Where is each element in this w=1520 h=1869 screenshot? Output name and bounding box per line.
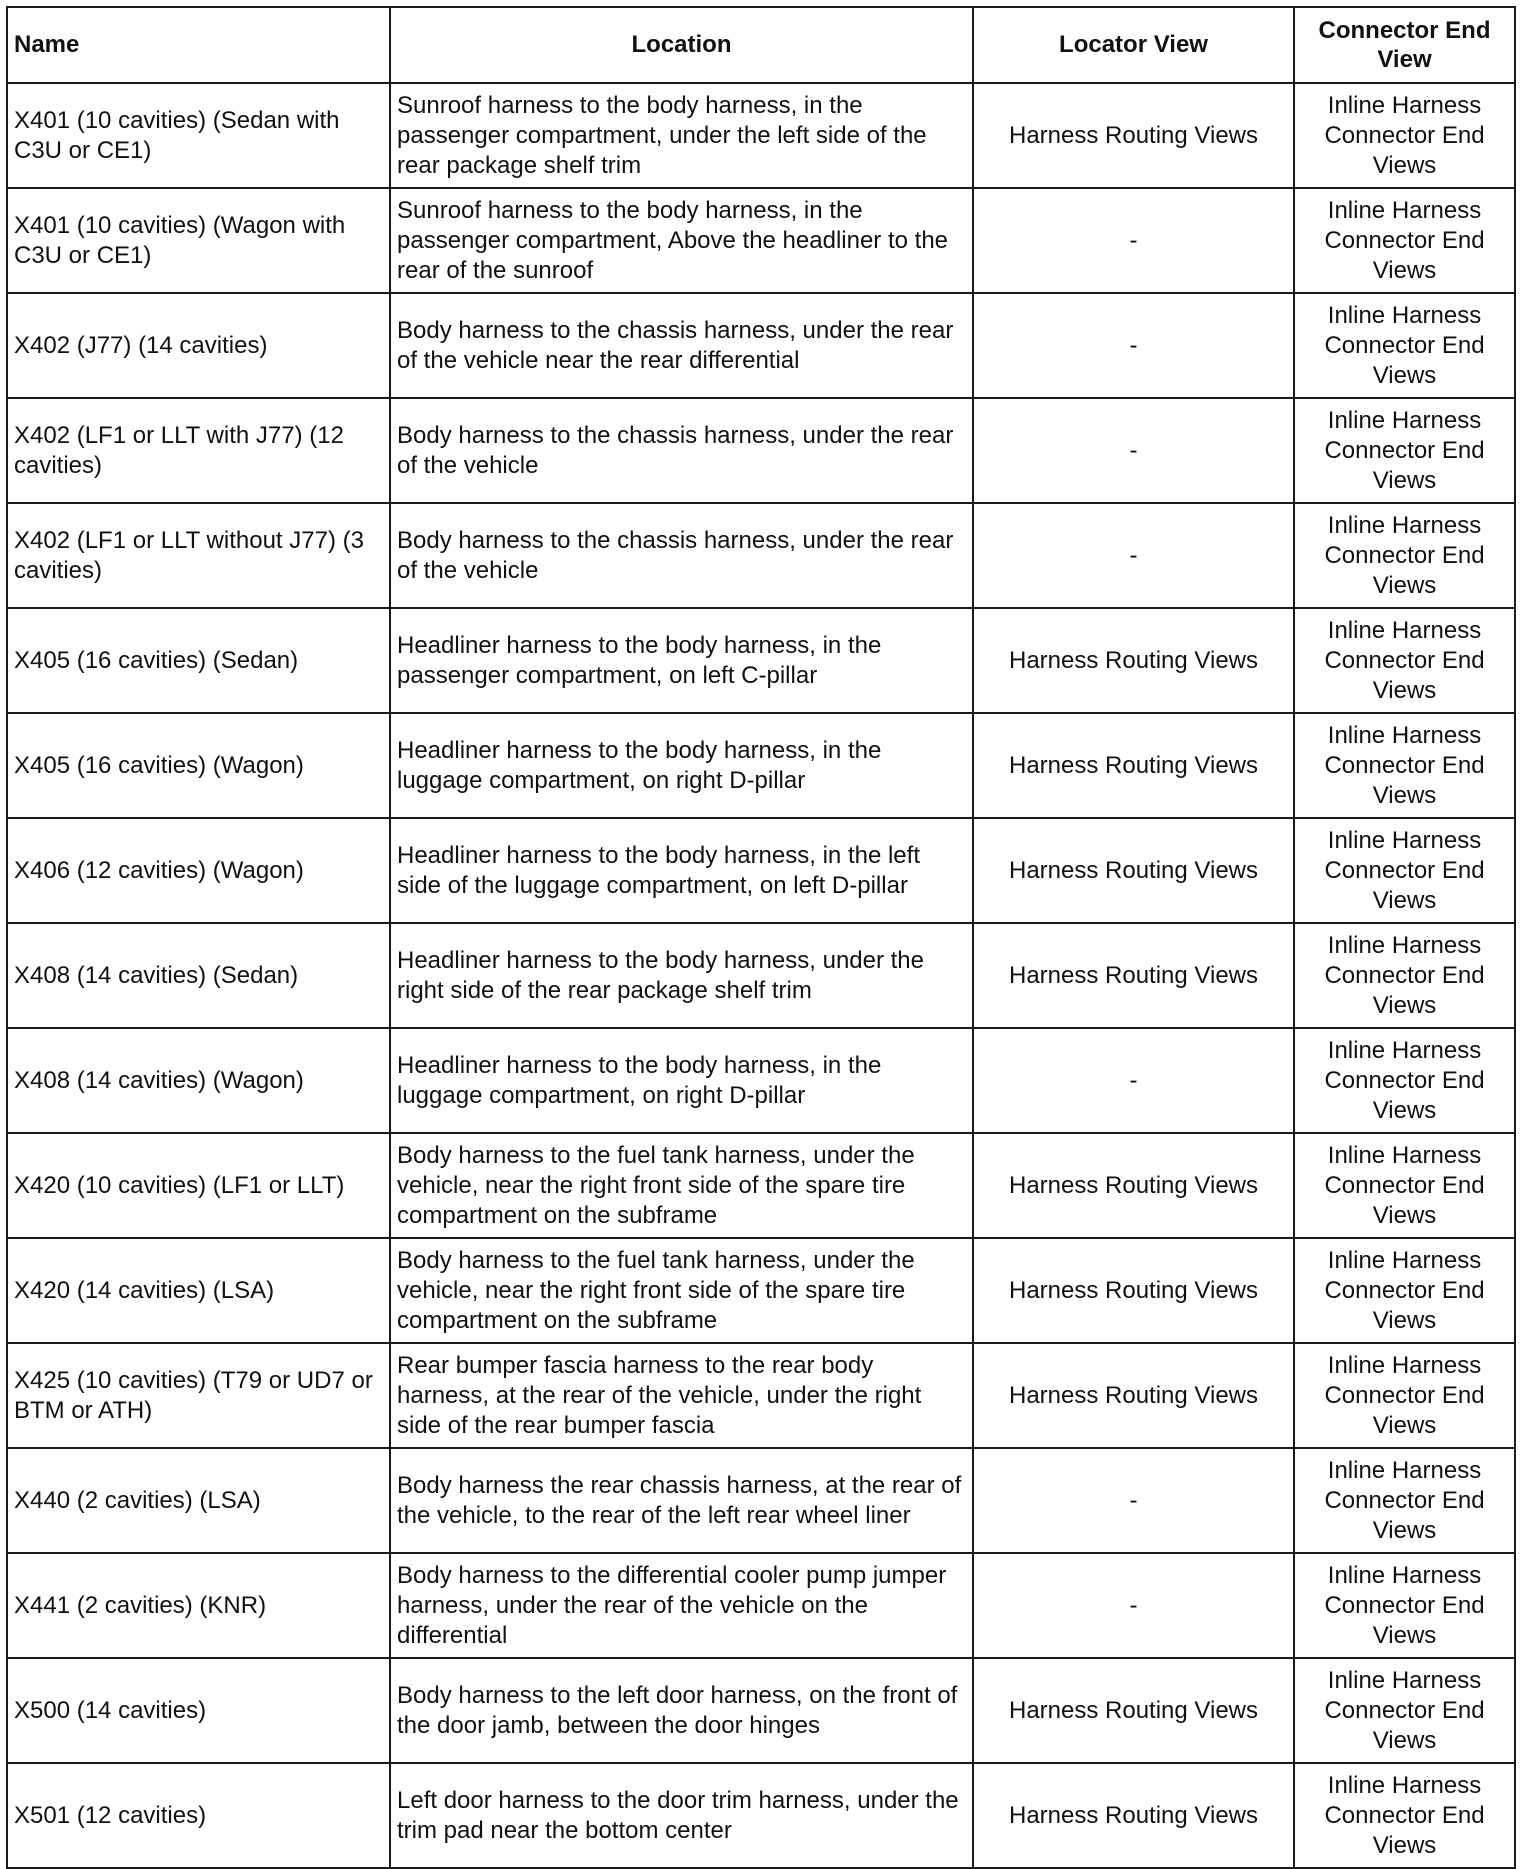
connector-location: Body harness to the fuel tank harness, under the vehicle, near the right front side of the spare tire compartment on the subframe <box>390 1133 973 1238</box>
connector-location: Body harness to the differential cooler pump jumper harness, under the rear of the vehicle on the differential <box>390 1553 973 1658</box>
connector-name: X441 (2 cavities) (KNR) <box>7 1553 390 1658</box>
table-row <box>7 608 1515 713</box>
table-row <box>7 923 1515 1028</box>
table-row <box>7 83 1515 188</box>
locator-view-value: - <box>973 188 1294 293</box>
table-row <box>7 1658 1515 1763</box>
connector-end-view-link[interactable]: Inline Harness Connector End Views <box>1294 818 1515 923</box>
table-row <box>7 818 1515 923</box>
table-row <box>7 398 1515 503</box>
connector-end-view-link[interactable]: Inline Harness Connector End Views <box>1294 1238 1515 1343</box>
connector-end-view-link[interactable]: Inline Harness Connector End Views <box>1294 293 1515 398</box>
locator-view-link[interactable]: Harness Routing Views <box>973 713 1294 818</box>
connector-name: X420 (10 cavities) (LF1 or LLT) <box>7 1133 390 1238</box>
connector-end-view-link[interactable]: Inline Harness Connector End Views <box>1294 1763 1515 1868</box>
connector-name: X402 (LF1 or LLT with J77) (12 cavities) <box>7 398 390 503</box>
connector-end-view-link[interactable]: Inline Harness Connector End Views <box>1294 83 1515 188</box>
connector-location: Headliner harness to the body harness, under the right side of the rear package shelf trim <box>390 923 973 1028</box>
table-row <box>7 503 1515 608</box>
locator-view-link[interactable]: Harness Routing Views <box>973 1763 1294 1868</box>
connector-end-view-link[interactable]: Inline Harness Connector End Views <box>1294 1133 1515 1238</box>
connector-location: Rear bumper fascia harness to the rear body harness, at the rear of the vehicle, under the right side of the rear bumper fascia <box>390 1343 973 1448</box>
locator-view-value: - <box>973 503 1294 608</box>
connector-name: X420 (14 cavities) (LSA) <box>7 1238 390 1343</box>
connector-end-view-link[interactable]: Inline Harness Connector End Views <box>1294 1028 1515 1133</box>
table-row <box>7 1448 1515 1553</box>
table-row <box>7 1553 1515 1658</box>
locator-view-link[interactable]: Harness Routing Views <box>973 83 1294 188</box>
locator-view-value: - <box>973 1028 1294 1133</box>
locator-view-value: - <box>973 293 1294 398</box>
table-row <box>7 188 1515 293</box>
connector-location: Headliner harness to the body harness, in the luggage compartment, on right D-pillar <box>390 713 973 818</box>
connector-end-view-link[interactable]: Inline Harness Connector End Views <box>1294 608 1515 713</box>
header-name: Name <box>7 7 390 83</box>
connector-location: Headliner harness to the body harness, in the left side of the luggage compartment, on left D-pillar <box>390 818 973 923</box>
table-row <box>7 1343 1515 1448</box>
connector-end-view-link[interactable]: Inline Harness Connector End Views <box>1294 713 1515 818</box>
connector-location: Body harness to the chassis harness, under the rear of the vehicle near the rear differential <box>390 293 973 398</box>
locator-view-link[interactable]: Harness Routing Views <box>973 923 1294 1028</box>
locator-view-link[interactable]: Harness Routing Views <box>973 1658 1294 1763</box>
header-location: Location <box>390 7 973 83</box>
table-row <box>7 713 1515 818</box>
locator-view-link[interactable]: Harness Routing Views <box>973 1343 1294 1448</box>
connector-end-view-link[interactable]: Inline Harness Connector End Views <box>1294 1343 1515 1448</box>
table-row <box>7 293 1515 398</box>
connector-location: Headliner harness to the body harness, in the passenger compartment, on left C-pillar <box>390 608 973 713</box>
locator-view-value: - <box>973 1448 1294 1553</box>
connector-name: X440 (2 cavities) (LSA) <box>7 1448 390 1553</box>
connector-location: Sunroof harness to the body harness, in the passenger compartment, Above the headliner to the rear of the sunroof <box>390 188 973 293</box>
connector-location: Body harness to the fuel tank harness, under the vehicle, near the right front side of the spare tire compartment on the subframe <box>390 1238 973 1343</box>
connector-end-view-link[interactable]: Inline Harness Connector End Views <box>1294 503 1515 608</box>
connector-end-view-link[interactable]: Inline Harness Connector End Views <box>1294 1658 1515 1763</box>
table-row <box>7 1133 1515 1238</box>
connector-name: X405 (16 cavities) (Sedan) <box>7 608 390 713</box>
locator-view-value: - <box>973 398 1294 503</box>
connector-location: Body harness the rear chassis harness, at the rear of the vehicle, to the rear of the left rear wheel liner <box>390 1448 973 1553</box>
header-connector-end-view: Connector End View <box>1294 7 1515 83</box>
connector-table <box>6 6 1516 1869</box>
header-row <box>7 7 1515 83</box>
locator-view-link[interactable]: Harness Routing Views <box>973 1238 1294 1343</box>
connector-name: X406 (12 cavities) (Wagon) <box>7 818 390 923</box>
connector-location: Left door harness to the door trim harness, under the trim pad near the bottom center <box>390 1763 973 1868</box>
locator-view-link[interactable]: Harness Routing Views <box>973 608 1294 713</box>
locator-view-link[interactable]: Harness Routing Views <box>973 818 1294 923</box>
connector-table-sheet <box>6 6 1514 1859</box>
connector-name: X500 (14 cavities) <box>7 1658 390 1763</box>
connector-name: X401 (10 cavities) (Wagon with C3U or CE1) <box>7 188 390 293</box>
connector-name: X401 (10 cavities) (Sedan with C3U or CE1) <box>7 83 390 188</box>
connector-end-view-link[interactable]: Inline Harness Connector End Views <box>1294 923 1515 1028</box>
connector-name: X402 (J77) (14 cavities) <box>7 293 390 398</box>
connector-location: Sunroof harness to the body harness, in the passenger compartment, under the left side of the rear package shelf trim <box>390 83 973 188</box>
connector-location: Headliner harness to the body harness, in the luggage compartment, on right D-pillar <box>390 1028 973 1133</box>
connector-name: X425 (10 cavities) (T79 or UD7 or BTM or ATH) <box>7 1343 390 1448</box>
connector-end-view-link[interactable]: Inline Harness Connector End Views <box>1294 1553 1515 1658</box>
table-row <box>7 1763 1515 1868</box>
connector-location: Body harness to the chassis harness, under the rear of the vehicle <box>390 398 973 503</box>
locator-view-link[interactable]: Harness Routing Views <box>973 1133 1294 1238</box>
table-row <box>7 1028 1515 1133</box>
header-locator-view: Locator View <box>973 7 1294 83</box>
connector-end-view-link[interactable]: Inline Harness Connector End Views <box>1294 188 1515 293</box>
connector-name: X408 (14 cavities) (Wagon) <box>7 1028 390 1133</box>
table-row <box>7 1238 1515 1343</box>
connector-location: Body harness to the chassis harness, under the rear of the vehicle <box>390 503 973 608</box>
connector-name: X405 (16 cavities) (Wagon) <box>7 713 390 818</box>
connector-name: X501 (12 cavities) <box>7 1763 390 1868</box>
connector-end-view-link[interactable]: Inline Harness Connector End Views <box>1294 398 1515 503</box>
connector-name: X402 (LF1 or LLT without J77) (3 cavities) <box>7 503 390 608</box>
connector-end-view-link[interactable]: Inline Harness Connector End Views <box>1294 1448 1515 1553</box>
connector-name: X408 (14 cavities) (Sedan) <box>7 923 390 1028</box>
connector-location: Body harness to the left door harness, on the front of the door jamb, between the door hinges <box>390 1658 973 1763</box>
locator-view-value: - <box>973 1553 1294 1658</box>
